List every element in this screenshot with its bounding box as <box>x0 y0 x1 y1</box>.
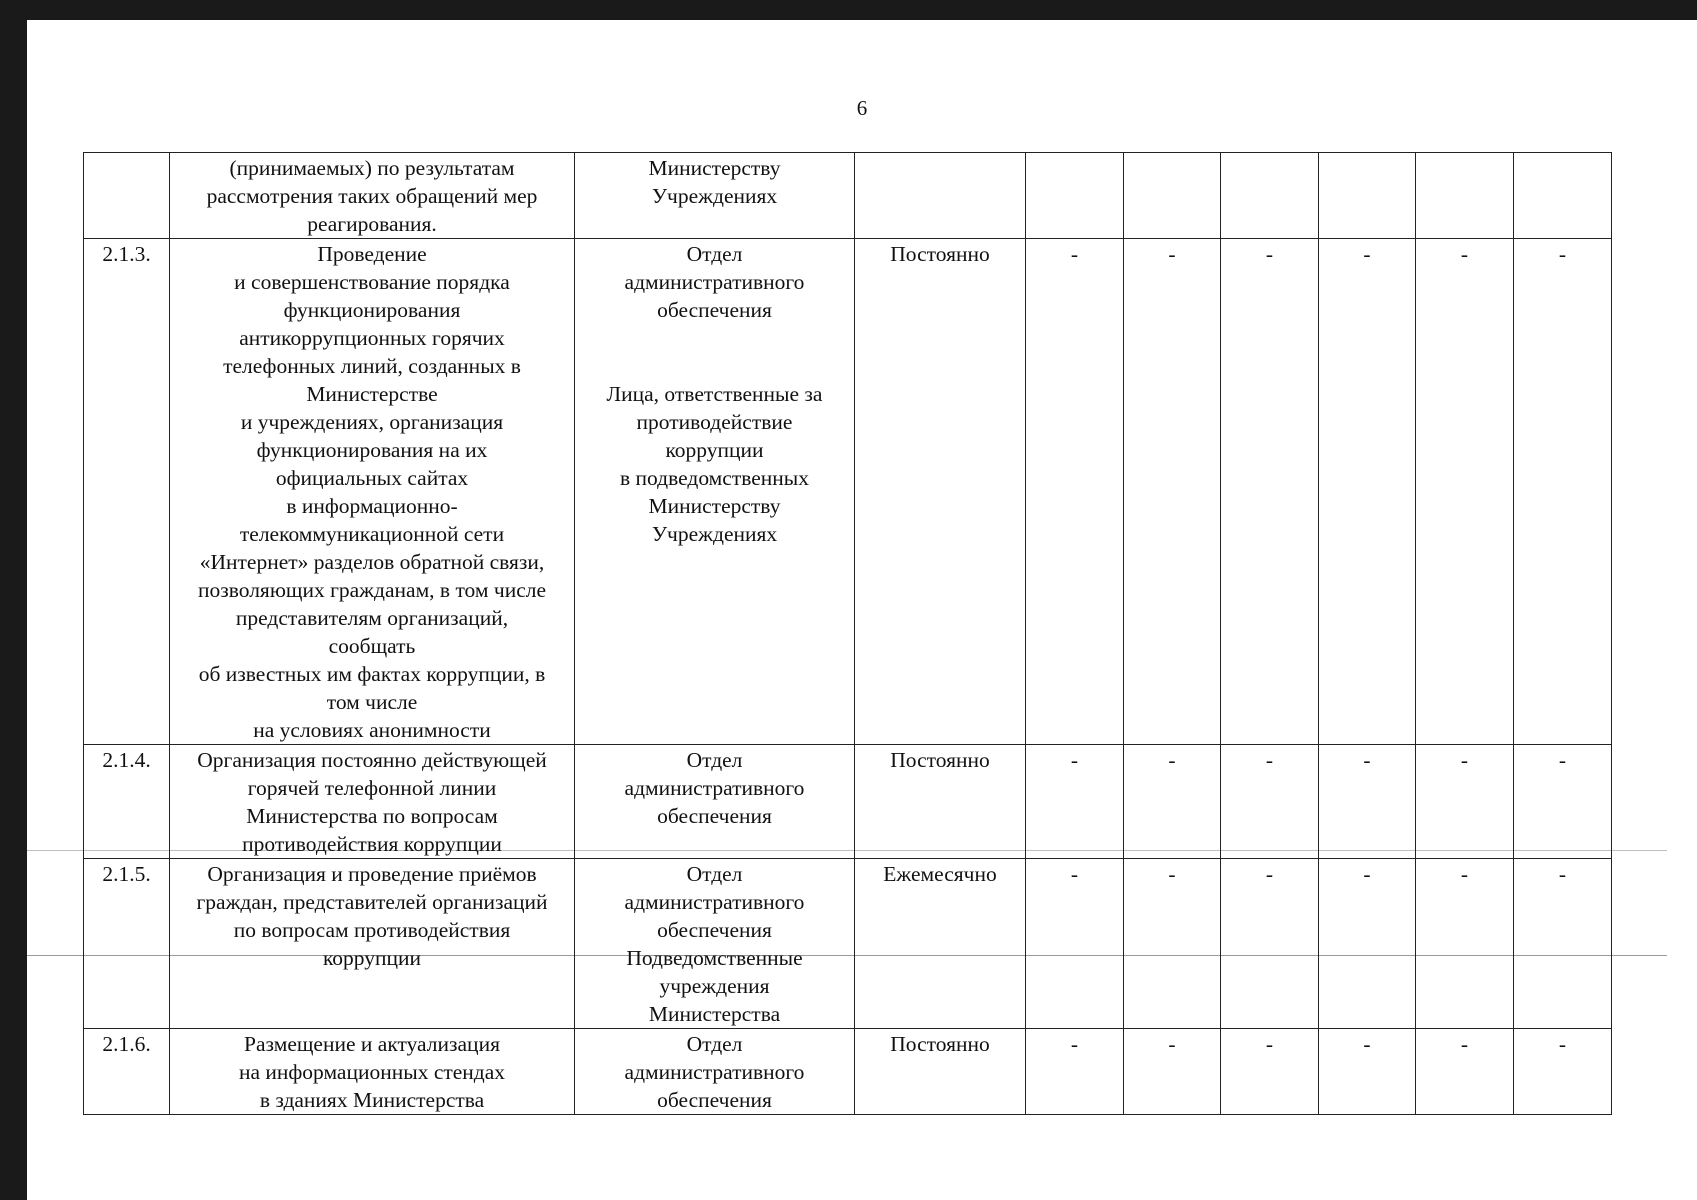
activity-line: официальных сайтах <box>275 466 469 490</box>
activity-cell <box>170 745 575 859</box>
responsible-line: Отдел <box>686 862 743 886</box>
activity-line: Организация и проведение приёмов <box>207 862 537 886</box>
table-row <box>84 153 1612 239</box>
term-cell: Постоянно <box>855 745 1026 859</box>
indicator-cell: - <box>1319 1029 1416 1115</box>
responsible-line: учреждения <box>659 974 770 998</box>
activity-line: Проведение <box>317 242 427 266</box>
activity-line: граждан, представителей организаций <box>196 890 548 914</box>
responsible-line: административного <box>624 776 805 800</box>
indicator-cell: - <box>1319 239 1416 745</box>
indicator-cell: - <box>1221 239 1319 745</box>
responsible-line: обеспечения <box>657 1088 772 1112</box>
item-number: 2.1.6. <box>84 1029 170 1115</box>
indicator-cell: - <box>1416 745 1514 859</box>
indicator-cell <box>1221 153 1319 239</box>
indicator-cell: - <box>1221 745 1319 859</box>
plan-table-body <box>84 153 1612 1115</box>
responsible-line: административного <box>624 890 805 914</box>
responsible-line <box>579 324 850 352</box>
scan-left-shadow <box>0 190 17 870</box>
item-number: 2.1.4. <box>84 745 170 859</box>
activity-line: функционирования на их <box>256 438 488 462</box>
responsible-cell <box>575 153 855 239</box>
indicator-cell <box>1514 153 1612 239</box>
indicator-cell <box>1319 153 1416 239</box>
responsible-line <box>579 352 850 380</box>
responsible-line: обеспечения <box>657 918 772 942</box>
activity-line: том числе <box>326 690 418 714</box>
table-row <box>84 1029 1612 1115</box>
responsible-line: противодействие <box>636 410 793 434</box>
indicator-cell: - <box>1416 239 1514 745</box>
responsible-line: обеспечения <box>657 804 772 828</box>
activity-line: противодействия коррупции <box>242 832 502 856</box>
responsible-line: Учреждениях <box>651 522 778 546</box>
activity-line: позволяющих гражданам, в том числе <box>197 578 547 602</box>
indicator-cell: - <box>1026 1029 1124 1115</box>
indicator-cell <box>1026 153 1124 239</box>
activity-line: реагирования. <box>307 212 437 236</box>
responsible-line: Лица, ответственные за <box>606 382 823 406</box>
indicator-cell: - <box>1124 239 1221 745</box>
table-row <box>84 745 1612 859</box>
indicator-cell: - <box>1124 859 1221 1029</box>
responsible-line: Подведомственные <box>626 946 803 970</box>
activity-line: сообщать <box>328 634 416 658</box>
activity-line: Министерства по вопросам <box>246 804 498 828</box>
activity-line: телекоммуникационной сети <box>239 522 505 546</box>
indicator-cell: - <box>1221 859 1319 1029</box>
responsible-line: в подведомственных <box>620 466 809 490</box>
activity-line: Размещение и актуализация <box>244 1032 500 1056</box>
indicator-cell: - <box>1514 859 1612 1029</box>
activity-line: на информационных стендах <box>238 1060 506 1084</box>
indicator-cell: - <box>1319 859 1416 1029</box>
responsible-line: Отдел <box>686 1032 743 1056</box>
plan-table <box>83 152 1612 1115</box>
activity-line: антикоррупционных горячих <box>239 326 505 350</box>
indicator-cell: - <box>1221 1029 1319 1115</box>
responsible-cell <box>575 239 855 745</box>
activity-line: рассмотрения таких обращений мер <box>206 184 538 208</box>
activity-line: Министерстве <box>306 382 438 406</box>
responsible-cell <box>575 1029 855 1115</box>
responsible-cell <box>575 859 855 1029</box>
indicator-cell: - <box>1416 859 1514 1029</box>
responsible-line: Министерству <box>648 494 781 518</box>
responsible-line: административного <box>624 270 805 294</box>
term-cell: Постоянно <box>855 1029 1026 1115</box>
activity-line: горячей телефонной линии <box>247 776 497 800</box>
activity-line: «Интернет» разделов обратной связи, <box>199 550 545 574</box>
term-cell <box>855 153 1026 239</box>
responsible-cell <box>575 745 855 859</box>
responsible-line: административного <box>624 1060 805 1084</box>
responsible-line: обеспечения <box>657 298 772 322</box>
indicator-cell: - <box>1026 239 1124 745</box>
activity-cell <box>170 153 575 239</box>
indicator-cell: - <box>1416 1029 1514 1115</box>
document-page <box>27 20 1697 1200</box>
activity-line: представителям организаций, <box>235 606 509 630</box>
indicator-cell: - <box>1124 1029 1221 1115</box>
activity-line: и учреждениях, организация <box>240 410 504 434</box>
term-cell: Постоянно <box>855 239 1026 745</box>
table-row <box>84 859 1612 1029</box>
activity-cell <box>170 239 575 745</box>
item-number: 2.1.5. <box>84 859 170 1029</box>
indicator-cell: - <box>1319 745 1416 859</box>
activity-line: (принимаемых) по результатам <box>229 156 515 180</box>
indicator-cell: - <box>1514 745 1612 859</box>
activity-cell <box>170 1029 575 1115</box>
responsible-line: Министерства <box>648 1002 781 1026</box>
responsible-line: коррупции <box>665 438 764 462</box>
activity-line: в информационно- <box>286 494 458 518</box>
indicator-cell <box>1124 153 1221 239</box>
activity-line: телефонных линий, созданных в <box>223 354 521 378</box>
scan-top-border <box>0 0 1697 20</box>
indicator-cell: - <box>1026 859 1124 1029</box>
activity-line: в зданиях Министерства <box>259 1088 485 1112</box>
activity-line: Организация постоянно действующей <box>197 748 547 772</box>
indicator-cell: - <box>1124 745 1221 859</box>
table-row <box>84 239 1612 745</box>
responsible-line: Министерству <box>648 156 781 180</box>
activity-line: по вопросам противодействия <box>233 918 511 942</box>
item-number <box>84 153 170 239</box>
activity-line: об известных им фактах коррупции, в <box>198 662 546 686</box>
activity-cell <box>170 859 575 1029</box>
activity-line: и совершенствование порядка <box>234 270 510 294</box>
responsible-line: Отдел <box>686 748 743 772</box>
responsible-line: Отдел <box>686 242 743 266</box>
page-number: 6 <box>856 96 868 120</box>
indicator-cell <box>1416 153 1514 239</box>
activity-line: функционирования <box>283 298 461 322</box>
responsible-line: Учреждениях <box>651 184 778 208</box>
indicator-cell: - <box>1514 1029 1612 1115</box>
activity-line: на условиях анонимности <box>253 718 491 742</box>
term-cell: Ежемесячно <box>855 859 1026 1029</box>
indicator-cell: - <box>1026 745 1124 859</box>
indicator-cell: - <box>1514 239 1612 745</box>
activity-line: коррупции <box>322 946 422 970</box>
item-number: 2.1.3. <box>84 239 170 745</box>
